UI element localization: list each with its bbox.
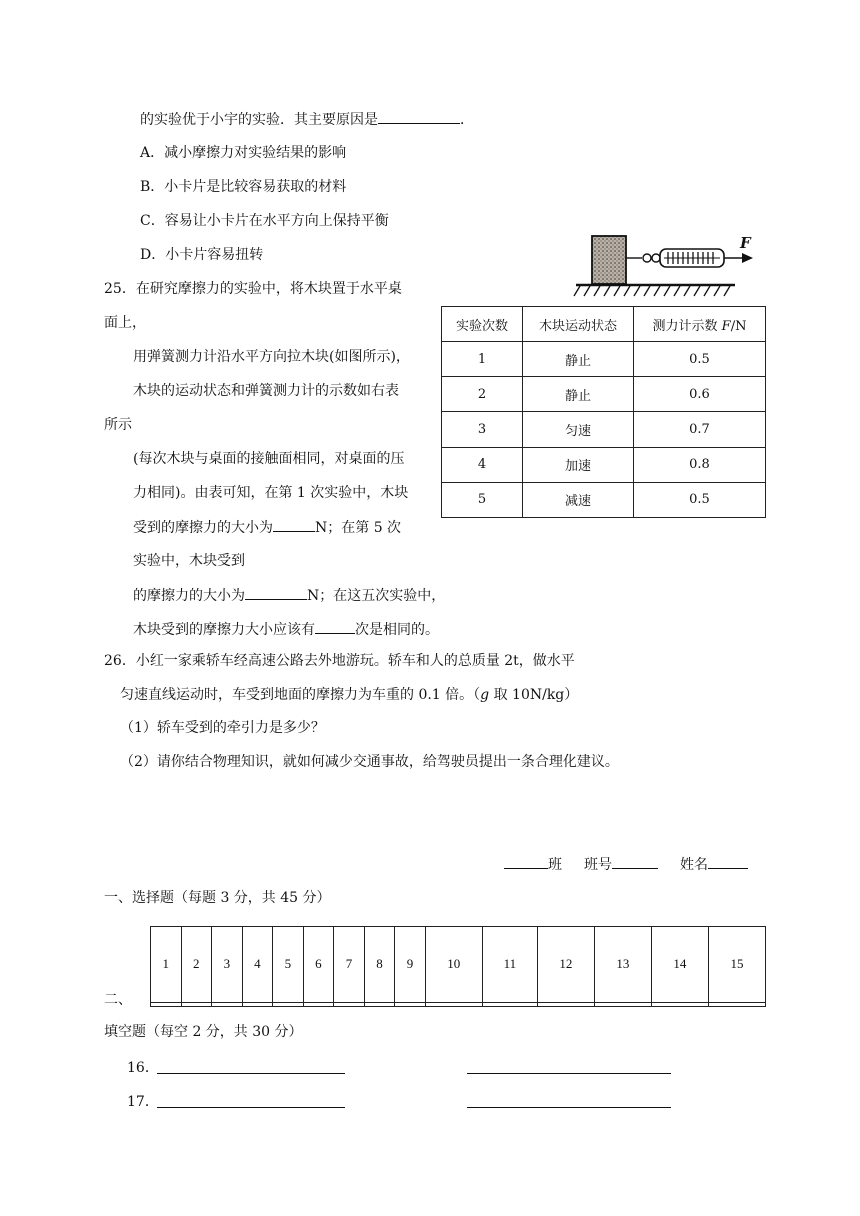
q16-blank-1[interactable] [157, 1073, 345, 1074]
answer-cell[interactable] [273, 1002, 304, 1006]
table-row [442, 377, 766, 412]
spring-scale-figure [570, 230, 765, 302]
cell-state: 匀速 [523, 412, 634, 447]
cell-reading: 0.5 [634, 342, 766, 377]
q25-line-7: 力相同)。由表可知，在第 1 次实验中，木块 [133, 485, 409, 501]
q17-label: 17． [127, 1094, 159, 1110]
table-row [442, 482, 766, 517]
question-number-cell: 1 [151, 927, 182, 1003]
answer-cell[interactable] [364, 1002, 395, 1006]
q25-data-table [441, 306, 766, 518]
question-number-cell: 10 [425, 927, 482, 1003]
question-number-cell: 13 [594, 927, 651, 1003]
q25-line-1: 25．在研究摩擦力的实验中，将木块置于水平桌 [104, 281, 402, 297]
header-state: 木块运动状态 [523, 307, 634, 342]
cell-state: 减速 [523, 482, 634, 517]
answer-cell[interactable] [594, 1002, 651, 1006]
wooden-block [592, 236, 626, 284]
number-blank[interactable] [612, 854, 658, 869]
class-label: 班 [548, 857, 562, 873]
answer-cell[interactable] [181, 1002, 212, 1006]
force-label: F [740, 234, 751, 252]
answer-cell[interactable] [395, 1002, 426, 1006]
table-row [442, 342, 766, 377]
q26-line-1: 26．小红一家乘轿车经高速公路去外地游玩。轿车和人的总质量 2t，做水平 [104, 653, 575, 669]
question-number-cell: 12 [537, 927, 594, 1003]
q24-option-a: A．减小摩擦力对实验结果的影响 [140, 145, 347, 161]
answer-cell[interactable] [212, 1002, 243, 1006]
q17-blank-2[interactable] [467, 1107, 671, 1108]
q25-line-3: 用弹簧测力计沿水平方向拉木块(如图所示)， [133, 349, 410, 365]
question-number-cell: 6 [303, 927, 334, 1003]
cell-reading: 0.6 [634, 377, 766, 412]
q24-option-c: C．容易让小卡片在水平方向上保持平衡 [140, 213, 389, 229]
answer-cell[interactable] [537, 1002, 594, 1006]
cell-trial: 1 [442, 342, 523, 377]
section-2-prefix: 二、 [104, 992, 132, 1008]
q25-blank-1[interactable] [273, 517, 315, 532]
q25-line-9: 实验中，木块受到 [133, 553, 245, 569]
cell-state: 静止 [523, 342, 634, 377]
cell-reading: 0.5 [634, 482, 766, 517]
name-blank[interactable] [708, 854, 748, 869]
section-1-heading: 一、选择题（每题 3 分，共 45 分） [104, 890, 331, 906]
q16-blank-2[interactable] [467, 1073, 671, 1074]
answer-cell[interactable] [482, 1002, 537, 1006]
answer-cell[interactable] [303, 1002, 334, 1006]
q25-line-5: 所示 [104, 417, 132, 433]
cell-reading: 0.7 [634, 412, 766, 447]
header-reading: 测力计示数 F/N [634, 307, 766, 342]
q24-answer-blank[interactable] [378, 109, 460, 124]
q25-line-4: 木块的运动状态和弹簧测力计的示数如右表 [133, 383, 399, 399]
table-header-row [442, 307, 766, 342]
q25-line-6: (每次木块与桌面的接触面相同，对桌面的压 [133, 451, 405, 467]
q16-label: 16． [127, 1060, 159, 1076]
q17-blank-1[interactable] [157, 1107, 345, 1108]
choice-answer-grid [150, 926, 766, 1007]
q25-blank-3[interactable] [315, 619, 355, 634]
number-label: 班号 [584, 857, 612, 873]
question-number-cell: 5 [273, 927, 304, 1003]
table-row [442, 447, 766, 482]
q26-sub-1: （1）轿车受到的牵引力是多少？ [120, 720, 325, 736]
question-number-cell: 14 [651, 927, 708, 1003]
name-label: 姓名 [680, 857, 708, 873]
cell-trial: 3 [442, 412, 523, 447]
question-number-cell: 15 [708, 927, 765, 1003]
answer-cell[interactable] [242, 1002, 273, 1006]
q25-line-10: 的摩擦力的大小为 N；在这五次实验中， [133, 585, 445, 606]
table-row [442, 412, 766, 447]
question-number-cell: 9 [395, 927, 426, 1003]
cell-state: 加速 [523, 447, 634, 482]
q25-line-11: 木块受到的摩擦力大小应该有 次是相同的。 [133, 619, 439, 640]
cell-trial: 5 [442, 482, 523, 517]
question-number-cell: 11 [482, 927, 537, 1003]
answer-row [151, 1002, 766, 1006]
question-number-row [151, 927, 766, 1003]
answer-cell[interactable] [651, 1002, 708, 1006]
q24-intro-line: 的实验优于小宇的实验．其主要原因是 ． [140, 109, 474, 130]
answer-cell[interactable] [708, 1002, 765, 1006]
q25-line-2: 面上， [104, 315, 146, 331]
cell-state: 静止 [523, 377, 634, 412]
q26-line-2: 匀速直线运动时，车受到地面的摩擦力为车重的 0.1 倍。（g 取 10N/kg） [120, 687, 579, 703]
answer-cell[interactable] [425, 1002, 482, 1006]
cell-reading: 0.8 [634, 447, 766, 482]
question-number-cell: 3 [212, 927, 243, 1003]
ground-hatching [574, 286, 730, 296]
q25-line-8: 受到的摩擦力的大小为 N；在第 5 次 [133, 517, 401, 538]
q25-blank-2[interactable] [245, 585, 307, 600]
q24-option-b: B．小卡片是比较容易获取的材料 [140, 179, 347, 195]
question-number-cell: 2 [181, 927, 212, 1003]
question-number-cell: 4 [242, 927, 273, 1003]
header-trial: 实验次数 [442, 307, 523, 342]
hook-icon [643, 254, 651, 262]
q26-sub-2: （2）请你结合物理知识，就如何减少交通事故，给驾驶员提出一条合理化建议。 [120, 754, 619, 770]
student-info-line [504, 854, 748, 875]
section-2-heading: 填空题（每空 2 分，共 30 分） [104, 1024, 303, 1040]
cell-trial: 4 [442, 447, 523, 482]
question-number-cell: 8 [364, 927, 395, 1003]
answer-cell[interactable] [334, 1002, 365, 1006]
answer-cell[interactable] [151, 1002, 182, 1006]
class-blank[interactable] [504, 854, 548, 869]
question-number-cell: 7 [334, 927, 365, 1003]
q24-option-d: D．小卡片容易扭转 [140, 247, 264, 263]
cell-trial: 2 [442, 377, 523, 412]
